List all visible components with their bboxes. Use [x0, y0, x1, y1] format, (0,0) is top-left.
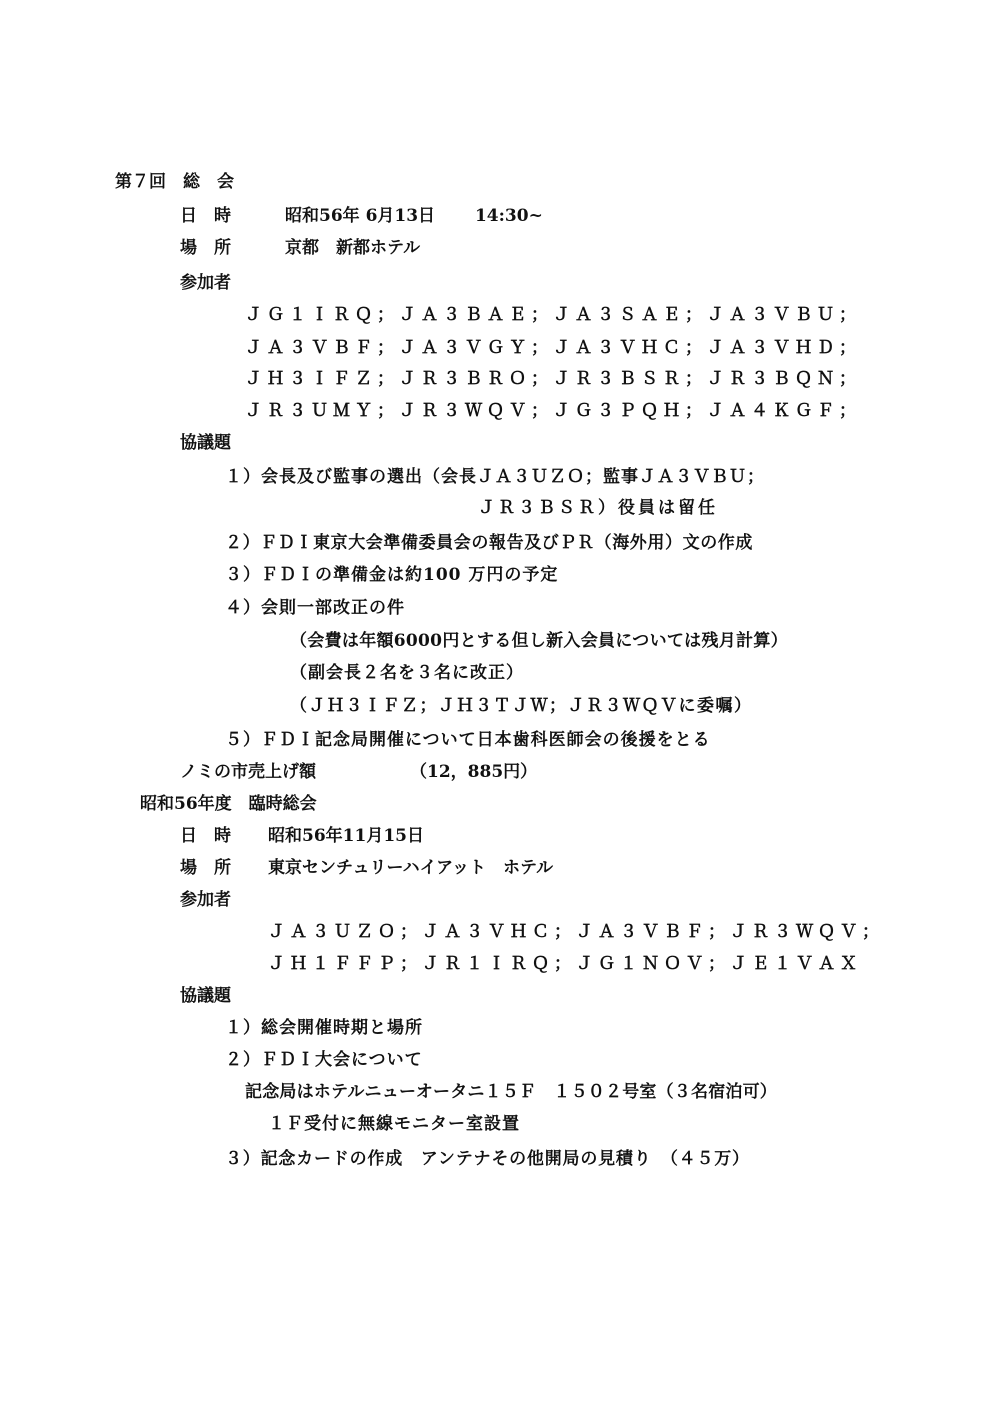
meeting7-participant-line: ＪＨ３ＩＦＺ；ＪＲ３ＢＲＯ；ＪＲ３ＢＳＲ；ＪＲ３ＢＱＮ； — [245, 369, 861, 389]
meeting-s56-agenda-item: １）総会開催時期と場所 — [225, 1018, 423, 1038]
meeting7-agenda-item: ２）ＦＤＩ東京大会準備委員会の報告及びＰＲ（海外用）文の作成 — [225, 533, 753, 553]
meeting7-date-label: 日 時 — [180, 206, 231, 226]
flea-market-label: ノミの市売上げ額 — [180, 762, 316, 782]
meeting7-agenda-label: 協議題 — [180, 433, 231, 453]
meeting7-agenda-item: （会費は年額6000円とする但し新入会員については残月計算） — [290, 631, 788, 651]
meeting7-place-value: 京都 新都ホテル — [285, 238, 421, 258]
meeting-s56-agenda-item: ３）記念カードの作成 アンテナその他開局の見積り （４５万） — [225, 1149, 750, 1169]
meeting7-place-label: 場 所 — [180, 238, 231, 258]
meeting7-agenda-item: （副会長２名を３名に改正） — [290, 663, 524, 683]
meeting7-participant-line: ＪＡ３ＶＢＦ；ＪＡ３ＶＧＹ；ＪＡ３ＶＨＣ；ＪＡ３ＶＨＤ； — [245, 338, 861, 358]
meeting7-date-value: 昭和56年 6月13日 14:30~ — [285, 206, 543, 226]
meeting7-heading: 第７回 総 会 — [115, 172, 234, 192]
meeting-s56-participants-label: 参加者 — [180, 890, 231, 910]
meeting-s56-heading: 昭和56年度 臨時総会 — [140, 794, 317, 814]
meeting7-agenda-item: ４）会則一部改正の件 — [225, 598, 405, 618]
meeting-s56-place-value: 東京センチュリーハイアット ホテル — [268, 858, 554, 878]
meeting-s56-date-value: 昭和56年11月15日 — [268, 826, 424, 846]
meeting7-participants-label: 参加者 — [180, 273, 231, 293]
meeting7-participant-line: ＪＧ１ＩＲＱ；ＪＡ３ＢＡＥ；ＪＡ３ＳＡＥ；ＪＡ３ＶＢＵ； — [245, 305, 861, 325]
meeting-s56-agenda-item: ２）ＦＤＩ大会について — [225, 1050, 423, 1070]
meeting-s56-participant-line: ＪＡ３ＵＺＯ；ＪＡ３ＶＨＣ；ＪＡ３ＶＢＦ；ＪＲ３ＷＱＶ； — [268, 922, 884, 942]
meeting7-agenda-item: ＪＲ３ＢＳＲ）役員は留任 — [478, 498, 718, 518]
meeting7-agenda-item: ３）ＦＤＩの準備金は約100 万円の予定 — [225, 565, 559, 585]
meeting-s56-date-label: 日 時 — [180, 826, 231, 846]
meeting-s56-participant-line: ＪＨ１ＦＦＰ；ＪＲ１ＩＲＱ；ＪＧ１ＮＯＶ；ＪＥ１ＶＡＸ — [268, 954, 862, 974]
meeting-s56-agenda-label: 協議題 — [180, 986, 231, 1006]
meeting-s56-agenda-item: １Ｆ受付に無線モニター室設置 — [268, 1114, 520, 1134]
meeting-s56-agenda-item: 記念局はホテルニューオータニ１５Ｆ １５０２号室（３名宿泊可） — [245, 1082, 778, 1102]
meeting7-participant-line: ＪＲ３ＵＭＹ；ＪＲ３ＷＱＶ；ＪＧ３ＰＱＨ；ＪＡ４ＫＧＦ； — [245, 401, 861, 421]
meeting7-agenda-item: １）会長及び監事の選出（会長ＪＡ３ＵＺＯ；監事ＪＡ３ＶＢＵ； — [225, 467, 765, 487]
meeting7-agenda-item: ５）ＦＤＩ記念局開催について日本歯科医師会の後援をとる — [225, 730, 711, 750]
meeting-s56-place-label: 場 所 — [180, 858, 231, 878]
meeting7-agenda-item: （ＪＨ３ＩＦＺ；ＪＨ３ＴＪＷ；ＪＲ３ＷＱＶに委嘱） — [290, 696, 753, 716]
flea-market-value: （12，885円） — [410, 762, 538, 782]
